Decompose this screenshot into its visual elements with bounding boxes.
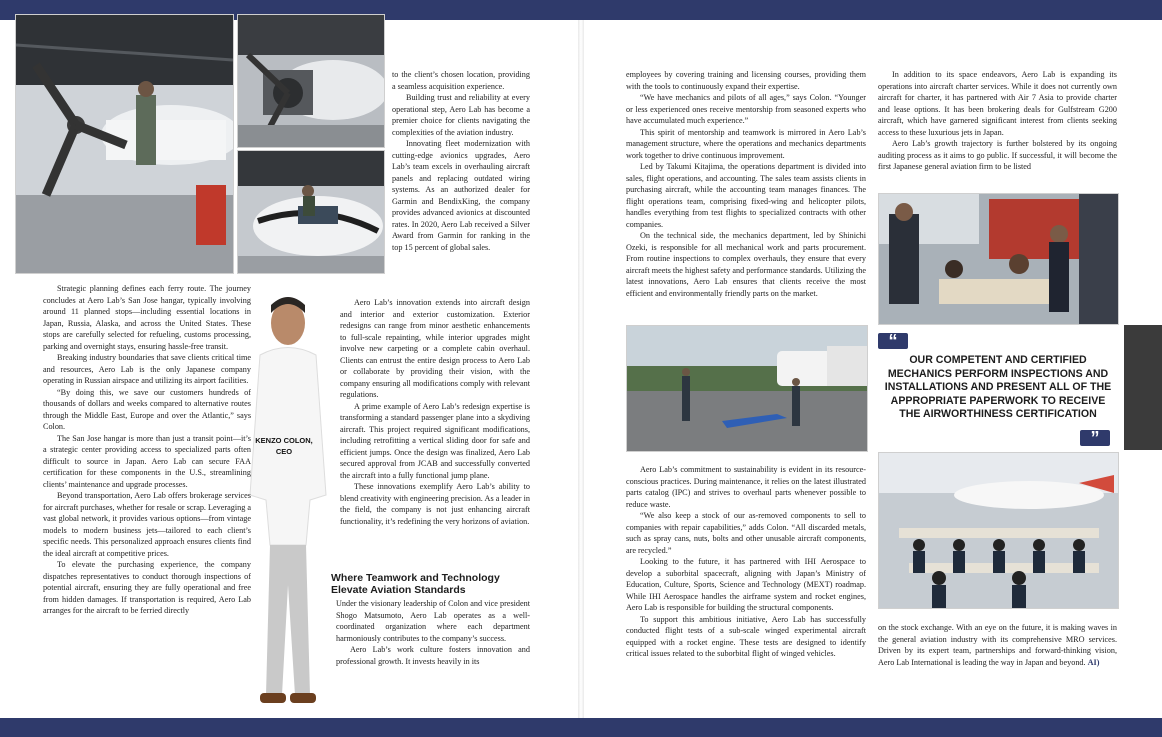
col3-paragraph: This spirit of mentorship and teamwork is mirrored in Aero Lab’s management structure, where the operations and mechanics departments work together to drive continuous improvement.	[626, 127, 866, 160]
col2-paragraph: Under the visionary leadership of Colon and vice president Shogo Matsumoto, Aero Lab operates as a well-coordinated organization where each department harmoniously contributes to the company’s success.	[336, 599, 530, 643]
subheading-line-2: Elevate Aviation Standards	[331, 584, 466, 596]
col2-paragraph: A prime example of Aero Lab’s redesign expertise is transforming a standard passenger plane into a skydiving aircraft. This project required significant modifications, including retrofitting a vertical sliding door for safe and efficient jumps. Once the design was finalized, Aero Lab secured approval from JCAB and successfully converted the aircraft into a fully functional jump plane.	[340, 401, 530, 480]
article-column-4-bottom	[878, 622, 1117, 668]
article-column-2-bottom	[336, 598, 530, 667]
ceo-title: CEO	[275, 447, 293, 456]
ceo-name: KENZO COLON,	[255, 436, 313, 445]
rocket-test-photo	[626, 325, 868, 452]
engine-bay-photo	[237, 14, 385, 148]
hangar-propeller-photo	[15, 14, 234, 274]
col3-paragraph: “We have mechanics and pilots of all ages,” says Colon. “Younger or less experienced ones receive mentorship from seasoned experts who have accumulated much experience.”	[626, 93, 866, 125]
col2-paragraph: to the client’s chosen location, providing a seamless acquisition experience.	[392, 70, 530, 91]
col3-paragraph: Looking to the future, it has partnered with IHI Aerospace to develop a suborbital spacecraft, aligning with Japan’s Ministry of Education, Culture, Sports, Science and Technology (MEXT) roadmap. While IHI Aerospace handles the airframe system and rocket engines, Aero Lab is responsible for building the structural components.	[626, 557, 866, 612]
article-column-3-bottom	[626, 464, 866, 660]
col2-paragraph: Aero Lab’s work culture fosters innovation and professional growth. It invests heavily in its	[336, 645, 530, 666]
col2-paragraph: Building trust and reliability at every operational step, Aero Lab has become a premier choice for clients navigating the complexities of the aviation industry.	[392, 93, 530, 137]
col1-paragraph: Strategic planning defines each ferry route. The journey concludes at Aero Lab’s San Jose hangar, typically involving around 11 planned stops—including essential locations in Japan, Russia, Alaska, and across the United States. These stops are carefully selected for refueling, customs processing, parking and overnight stays, ensuring hassle-free transit.	[43, 284, 251, 351]
col1-paragraph: “By doing this, we save our customers hundreds of thousands of dollars and weeks compared to alternative routes through the Middle East, Europe and over the Atlantic,” says Colon.	[43, 387, 251, 431]
team-party-photo	[878, 193, 1119, 325]
col1-paragraph: Breaking industry boundaries that save clients critical time and resources, Aero Lab is the only Japanese company operating in Russian airspace and utilizing its airport facilities.	[43, 353, 251, 385]
col4-paragraph: Aero Lab’s growth trajectory is further bolstered by its ongoing auditing process as it aims to go public. If successful, it will become the first Japanese general aviation firm to be listed	[878, 139, 1117, 171]
ceo-portrait	[240, 295, 335, 720]
article-column-2-top	[392, 69, 530, 253]
helicopter-photo	[237, 150, 385, 274]
col3-paragraph: To support this ambitious initiative, Aero Lab has successfully conducted flight tests of a sub-scale winged experimental aircraft equipped with a rocket engine. These tests are designed to identify critical issues related to the suborbital flight of winged vehicles.	[626, 614, 866, 658]
section-subheading	[331, 572, 531, 596]
page-spine	[578, 20, 584, 718]
subheading-line-1: Where Teamwork and Technology	[331, 572, 500, 584]
article-column-3-top	[626, 69, 866, 299]
col4-paragraph: In addition to its space endeavors, Aero Lab is expanding its operations into aircraft charter services. While it does not currently own aircraft for charter, it has partnered with Air 7 Asia to provide charter and lease options. It has been brokering deals for Gulfstream G200 aircraft, which have garnered significant interest from clients seeking access to these luxurious jets in Japan.	[878, 70, 1117, 137]
article-column-4-top	[878, 69, 1117, 173]
col4-paragraph	[878, 622, 1117, 668]
article-column-1	[43, 283, 251, 617]
col3-paragraph: On the technical side, the mechanics department, led by Shinichi Ozeki, is responsible for all mechanical work and parts procurement. From routine inspections to complex overhauls, they ensure that every aircraft meets the highest safety and performance standards. Utilizing the latest innovations, Aero Lab ensures that clients receive the most efficient and environmentally friendly parts on the market.	[626, 231, 866, 298]
ceo-caption	[250, 435, 318, 457]
col3-paragraph: Led by Takumi Kitajima, the operations department is divided into sales, flight operations, and accounting. The sales team assists clients in purchasing aircraft, while the accounting team manages finances. The flight operations team, comprising fixed-wing and helicopter pilots, handles everything from test flights to specialized contracts with other companies.	[626, 162, 866, 229]
page-edge-tab	[1124, 325, 1162, 450]
col2-paragraph: These innovations exemplify Aero Lab’s ability to blend creativity with engineering precision. As a leader in the field, the company is not just enhancing aircraft functionality, it’s redefining the very horizons of aviation.	[340, 482, 530, 526]
col1-paragraph: Beyond transportation, Aero Lab offers brokerage services for aircraft purchases, whether for resale or scrap. Leveraging a vast global network, it provides various options—from vintage models to modern business jets—tailored to each client’s specific needs. This personalized approach ensures clients find the ideal aircraft at competitive prices.	[43, 491, 251, 558]
col3-paragraph: Aero Lab’s commitment to sustainability is evident in its resource-conscious practices. During maintenance, it relies on the latest illustrated parts catalog (IPC) and strives to overhaul parts whenever possible to reduce waste.	[626, 465, 866, 509]
end-mark-icon: AI)	[1087, 657, 1100, 667]
close-quote-icon: ”	[1080, 430, 1110, 446]
col3-paragraph: “We also keep a stock of our as-removed components to sell to companies with repair capabilities,” adds Colon. “All discarded metals, such as spray cans, nuts, bolts and other unusable aircraft components, are recycled.”	[626, 511, 866, 555]
col2-paragraph: Aero Lab’s innovation extends into aircraft design and interior and exterior customization. Exterior redesigns can range from minor aesthetic enhancements to full-scale repainting, while interior upgrades might involve new carpeting or a complete cabin overhaul. Clients can entrust the entire design process to Aero Lab or collaborate by providing their vision, with the company ensuring all modifications comply with relevant regulations.	[340, 298, 530, 399]
col1-paragraph: To elevate the purchasing experience, the company dispatches representatives to conduct thorough inspections of potential aircraft, ensuring they are fully operational and free from hidden damages. If transportation is required, Aero Lab arranges for the aircraft to be ferried directly	[43, 560, 251, 615]
classroom-training-photo	[878, 452, 1119, 609]
col1-paragraph: The San Jose hangar is more than just a transit point—it’s a strategic center providing access to specialized parts often difficult to source in Japan. Aero Lab can secure FAA certification for these components in the U.S., streamlining clients’ maintenance and upgrade processes.	[43, 433, 251, 489]
open-quote-icon: “	[878, 333, 908, 349]
col3-paragraph: employees by covering training and licensing courses, providing them with the tools to continuously expand their expertise.	[626, 70, 866, 91]
pull-quote: OUR COMPETENT AND CERTIFIED MECHANICS PERFORM INSPECTIONS AND INSTALLATIONS AND PRESENT ALL OF THE APPROPRIATE PAPERWORK TO RECEIVE THE AIRWORTHINESS CERTIFICATION	[884, 354, 1112, 420]
article-column-2-mid	[340, 297, 530, 527]
col4-final-text: on the stock exchange. With an eye on the future, it is making waves in the general aviation industry with its comprehensive MRO services. Driven by its expert team, partnerships and forward-thinking vision, Aero Lab International is leading the way in Japan and beyond.	[878, 623, 1117, 667]
col2-paragraph: Innovating fleet modernization with cutting-edge avionics upgrades, Aero Lab’s team excels in overhauling aircraft panels and replacing outdated wiring systems. As an authorized dealer for Garmin and BendixKing, the company provides advanced avionics at discounted rates. In 2020, Aero Lab received a Silver Award from Garmin for ranking in the top 15 percent of global sales.	[392, 139, 530, 252]
bottom-color-band	[0, 718, 1162, 737]
